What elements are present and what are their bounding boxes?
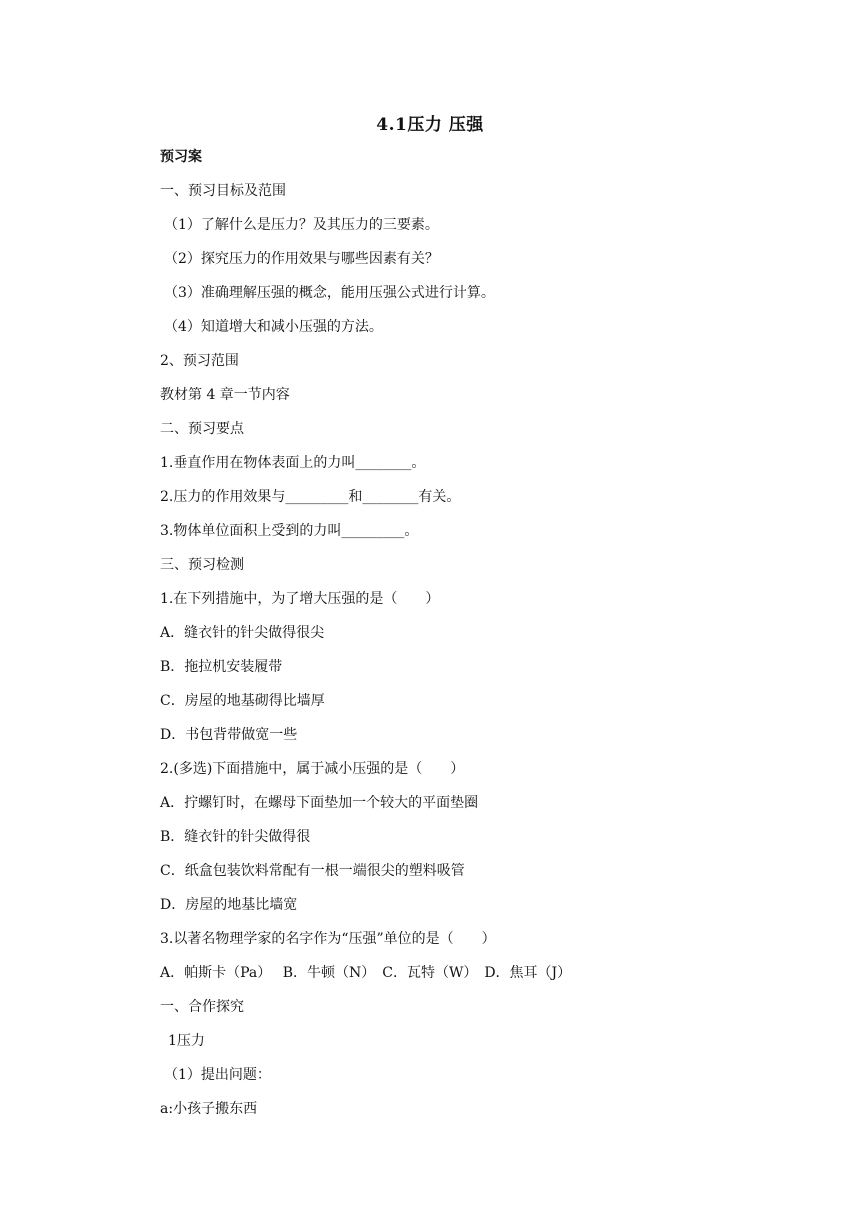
question-1: 1.在下列措施中，为了增大压强的是（ ） — [160, 591, 440, 607]
subheading-cooperation: 一、合作探究 — [160, 999, 244, 1015]
goal-item-3: （3）准确理解压强的概念，能用压强公式进行计算。 — [164, 285, 495, 301]
question-1-option-b: B．拖拉机安装履带 — [160, 659, 283, 675]
subheading-goals: 一、预习目标及范围 — [160, 183, 286, 199]
ask-question: （1）提出问题： — [164, 1067, 271, 1083]
question-3-options: A．帕斯卡（Pa） B．牛顿（N） C．瓦特（W） D．焦耳（J） — [160, 965, 572, 981]
question-2-option-d: D．房屋的地基比墙宽 — [160, 897, 298, 913]
question-1-option-d: D．书包背带做宽一些 — [160, 727, 298, 743]
goal-item-4: （4）知道增大和减小压强的方法。 — [164, 319, 383, 335]
key-point-3: 3.物体单位面积上受到的力叫_________。 — [160, 523, 419, 539]
topic-pressure: 1压力 — [168, 1033, 205, 1049]
subheading-scope: 2、预习范围 — [160, 353, 239, 369]
question-2-option-b: B．缝衣针的针尖做得很 — [160, 829, 311, 845]
question-1-option-a: A．缝衣针的针尖做得很尖 — [160, 625, 325, 641]
key-point-2: 2.压力的作用效果与_________和________有关。 — [160, 489, 461, 505]
goal-item-2: （2）探究压力的作用效果与哪些因素有关？ — [164, 251, 439, 267]
question-2-option-c: C．纸盒包装饮料常配有一根一端很尖的塑料吸管 — [160, 863, 465, 879]
goal-item-1: （1）了解什么是压力？及其压力的三要素。 — [164, 217, 439, 233]
document-title: 4.1压力 压强 — [376, 115, 484, 135]
subheading-key-points: 二、预习要点 — [160, 421, 244, 437]
question-2: 2.(多选)下面措施中，属于减小压强的是（ ） — [160, 761, 465, 777]
question-3: 3.以著名物理学家的名字作为“压强”单位的是（ ） — [160, 931, 496, 947]
example-a: a:小孩子搬东西 — [160, 1101, 258, 1117]
question-1-option-c: C．房屋的地基砌得比墙厚 — [160, 693, 325, 709]
subheading-check: 三、预习检测 — [160, 557, 244, 573]
scope-text: 教材第 4 章一节内容 — [160, 387, 290, 403]
question-2-option-a: A．拧螺钉时，在螺母下面垫加一个较大的平面垫圈 — [160, 795, 479, 811]
document-body — [160, 146, 780, 1132]
section-heading-preview: 预习案 — [160, 149, 202, 165]
key-point-1: 1.垂直作用在物体表面上的力叫________。 — [160, 455, 426, 471]
